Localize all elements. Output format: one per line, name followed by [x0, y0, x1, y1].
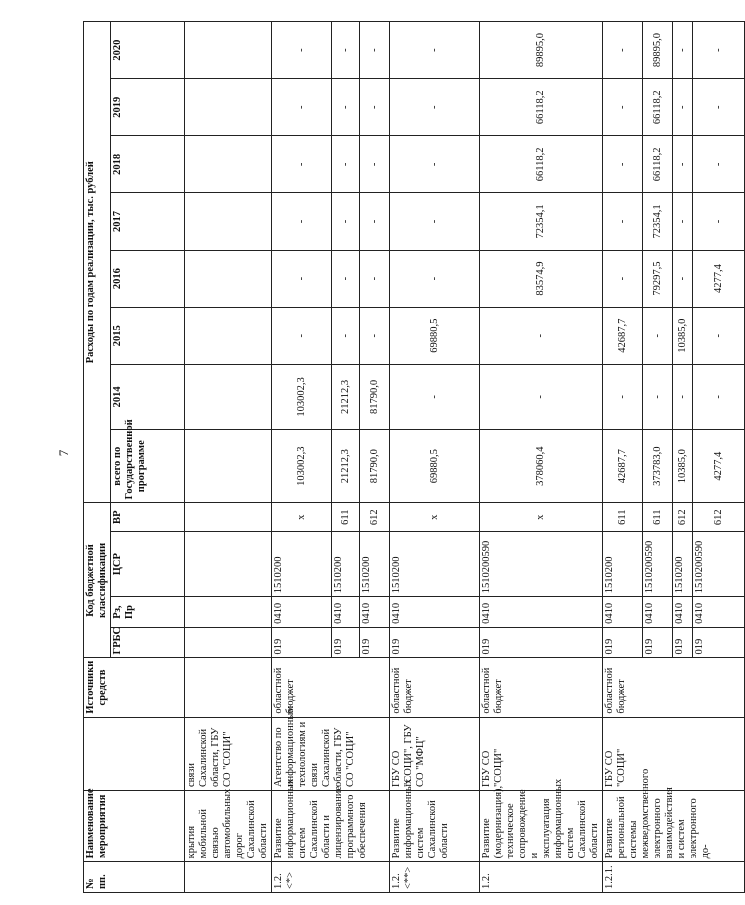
table-row	[272, 22, 332, 893]
row-year-value: -	[390, 22, 480, 79]
row-year-value: -	[390, 136, 480, 193]
row-grbs: 019	[643, 627, 673, 658]
row-year-value: -	[332, 250, 360, 307]
row-name: крытия мобильной связью автомобильных дорог Сахалинской области	[185, 791, 272, 862]
header-year: 2019	[111, 79, 185, 136]
row-year-value: 66118,2	[643, 136, 673, 193]
row-year-value	[185, 364, 272, 429]
row-source: областной бюджет	[480, 658, 603, 717]
row-rzpr: 0410	[643, 597, 673, 628]
row-year-value: -	[390, 250, 480, 307]
row-year-value: 72354,1	[643, 193, 673, 250]
header-year: 2018	[111, 136, 185, 193]
row-total: 69880,5	[390, 430, 480, 503]
header-name: Наименование мероприятия	[84, 791, 185, 862]
row-vr	[185, 503, 272, 532]
row-csr: 1510200	[603, 532, 643, 597]
page-number: 7	[56, 449, 71, 457]
row-csr: 1510200	[360, 532, 390, 597]
row-year-value: 81790,0	[360, 364, 390, 429]
row-year-value: -	[272, 193, 332, 250]
row-year-value: -	[603, 136, 643, 193]
row-year-value: 72354,1	[480, 193, 603, 250]
row-year-value: -	[332, 193, 360, 250]
row-executor: связи Сахалинской области, ГБУ СО "СОЦИ"	[185, 717, 272, 790]
row-year-value: -	[272, 307, 332, 364]
row-number: 1.2. <*>	[272, 862, 390, 893]
header-source: Источники средств	[84, 658, 185, 717]
row-csr: 1510200	[673, 532, 693, 597]
row-rzpr: 0410	[693, 597, 745, 628]
header-year: 2014	[111, 364, 185, 429]
header-csr: ЦСР	[111, 532, 185, 597]
row-year-value: -	[332, 22, 360, 79]
row-year-value: 10385,0	[673, 307, 693, 364]
row-total: 42687,7	[603, 430, 643, 503]
header-executor	[84, 717, 185, 790]
row-year-value: 21212,3	[332, 364, 360, 429]
row-name: Развитие региональной системы межведомственного электронного взаимодействия и систем электронного до-	[603, 791, 745, 862]
row-year-value: 89895,0	[643, 22, 673, 79]
row-grbs	[185, 627, 272, 658]
row-year-value: -	[673, 193, 693, 250]
row-vr: 612	[673, 503, 693, 532]
row-year-value	[185, 136, 272, 193]
row-total: 4277,4	[693, 430, 745, 503]
row-executor: ГБУ СО "СОЦИ"	[480, 717, 603, 790]
row-year-value	[185, 22, 272, 79]
row-grbs: 019	[272, 627, 332, 658]
row-year-value: -	[693, 364, 745, 429]
row-year-value	[185, 250, 272, 307]
row-year-value: 69880,5	[390, 307, 480, 364]
row-year-value: -	[673, 22, 693, 79]
row-year-value: -	[603, 193, 643, 250]
row-number: 1.2. <**>	[390, 862, 480, 893]
row-vr: 611	[603, 503, 643, 532]
row-year-value: -	[693, 79, 745, 136]
row-year-value: -	[643, 364, 673, 429]
row-year-value: -	[603, 364, 643, 429]
row-name: Развитие информационных систем Сахалинской области и лицензирование программного обеспечения	[272, 791, 390, 862]
header-rzpr: Рз, Пр	[111, 597, 185, 628]
row-vr: x	[480, 503, 603, 532]
row-number: 1.2.1.	[603, 862, 745, 893]
row-year-value: -	[673, 79, 693, 136]
row-year-value: -	[693, 22, 745, 79]
header-total: всего по Государственной программе	[111, 430, 185, 503]
header-year: 2020	[111, 22, 185, 79]
row-year-value: -	[603, 22, 643, 79]
row-name: Развитие информационных систем Сахалинской области	[390, 791, 480, 862]
row-csr	[185, 532, 272, 597]
row-year-value: -	[693, 193, 745, 250]
row-year-value: 42687,7	[603, 307, 643, 364]
row-year-value: 66118,2	[480, 136, 603, 193]
row-number	[185, 862, 272, 893]
row-source: областной бюджет	[272, 658, 390, 717]
row-year-value: 89895,0	[480, 22, 603, 79]
row-year-value: 83574,9	[480, 250, 603, 307]
row-year-value: -	[272, 136, 332, 193]
row-year-value: -	[272, 79, 332, 136]
row-grbs: 019	[603, 627, 643, 658]
row-year-value: -	[360, 193, 390, 250]
row-total: 21212,3	[332, 430, 360, 503]
row-grbs: 019	[332, 627, 360, 658]
row-source: областной бюджет	[390, 658, 480, 717]
row-year-value	[185, 193, 272, 250]
header-year: 2015	[111, 307, 185, 364]
row-year-value: -	[673, 136, 693, 193]
row-total: 81790,0	[360, 430, 390, 503]
row-year-value: -	[693, 136, 745, 193]
row-year-value: 66118,2	[643, 79, 673, 136]
row-year-value: 4277,4	[693, 250, 745, 307]
row-executor: ГБУ СО "СОЦИ"	[603, 717, 745, 790]
row-year-value: 103002,3	[272, 364, 332, 429]
row-year-value: -	[643, 307, 673, 364]
row-rzpr: 0410	[673, 597, 693, 628]
row-source	[185, 658, 272, 717]
row-grbs: 019	[360, 627, 390, 658]
row-year-value: -	[480, 307, 603, 364]
row-year-value: -	[390, 364, 480, 429]
row-year-value: -	[360, 307, 390, 364]
row-grbs: 019	[480, 627, 603, 658]
row-vr: 611	[643, 503, 673, 532]
row-vr: 612	[693, 503, 745, 532]
row-vr: 611	[332, 503, 360, 532]
budget-table	[83, 21, 745, 893]
header-year: 2016	[111, 250, 185, 307]
row-year-value: -	[272, 250, 332, 307]
header-vr: ВР	[111, 503, 185, 532]
row-total: 103002,3	[272, 430, 332, 503]
row-csr: 1510200590	[480, 532, 603, 597]
header-code-group: Код бюджетной классификации	[84, 503, 111, 658]
row-year-value: -	[673, 250, 693, 307]
row-year-value: -	[332, 79, 360, 136]
table-row	[185, 22, 272, 893]
header-expenses-group: Расходы по годам реализации, тыс. рублей	[84, 22, 111, 503]
row-total: 373783,0	[643, 430, 673, 503]
row-grbs: 019	[390, 627, 480, 658]
row-year-value: -	[360, 22, 390, 79]
row-source: областной бюджет	[603, 658, 745, 717]
header-no: № пп.	[84, 862, 185, 893]
row-year-value: -	[390, 79, 480, 136]
row-year-value: -	[603, 250, 643, 307]
row-year-value: 79297,5	[643, 250, 673, 307]
row-total: 10385,0	[673, 430, 693, 503]
table-row	[603, 22, 643, 893]
row-csr: 1510200590	[693, 532, 745, 597]
row-vr: x	[390, 503, 480, 532]
row-vr: 612	[360, 503, 390, 532]
row-year-value	[185, 307, 272, 364]
row-year-value: -	[272, 22, 332, 79]
row-rzpr: 0410	[272, 597, 332, 628]
table-row	[390, 22, 480, 893]
row-total: 378060,4	[480, 430, 603, 503]
row-rzpr	[185, 597, 272, 628]
row-rzpr: 0410	[603, 597, 643, 628]
row-grbs: 019	[673, 627, 693, 658]
row-year-value: 66118,2	[480, 79, 603, 136]
row-year-value: -	[360, 136, 390, 193]
row-number: 1.2.	[480, 862, 603, 893]
row-year-value: -	[603, 79, 643, 136]
row-rzpr: 0410	[332, 597, 360, 628]
row-rzpr: 0410	[480, 597, 603, 628]
row-total	[185, 430, 272, 503]
row-csr: 1510200	[390, 532, 480, 597]
row-year-value: -	[673, 364, 693, 429]
row-csr: 1510200	[332, 532, 360, 597]
row-year-value: -	[332, 136, 360, 193]
row-year-value: -	[360, 250, 390, 307]
row-rzpr: 0410	[360, 597, 390, 628]
header-year: 2017	[111, 193, 185, 250]
row-executor: Агентство по информационным технологиям и связи Сахалинской области, ГБУ СО "СОЦИ"	[272, 717, 390, 790]
row-csr: 1510200	[272, 532, 332, 597]
row-year-value: -	[693, 307, 745, 364]
header-grbs: ГРБС	[111, 627, 185, 658]
row-grbs: 019	[693, 627, 745, 658]
row-year-value: -	[480, 364, 603, 429]
row-csr: 1510200590	[643, 532, 673, 597]
row-rzpr: 0410	[390, 597, 480, 628]
row-name: Развитие (модернизация), техническое сопровождение и эксплуатация информационных систем Сахалинской области	[480, 791, 603, 862]
row-executor: ГБУ СО "СОЦИ", ГБУ СО "МФЦ"	[390, 717, 480, 790]
row-year-value	[185, 79, 272, 136]
row-year-value: -	[360, 79, 390, 136]
row-vr: x	[272, 503, 332, 532]
row-year-value: -	[332, 307, 360, 364]
table-row	[480, 22, 603, 893]
row-year-value: -	[390, 193, 480, 250]
